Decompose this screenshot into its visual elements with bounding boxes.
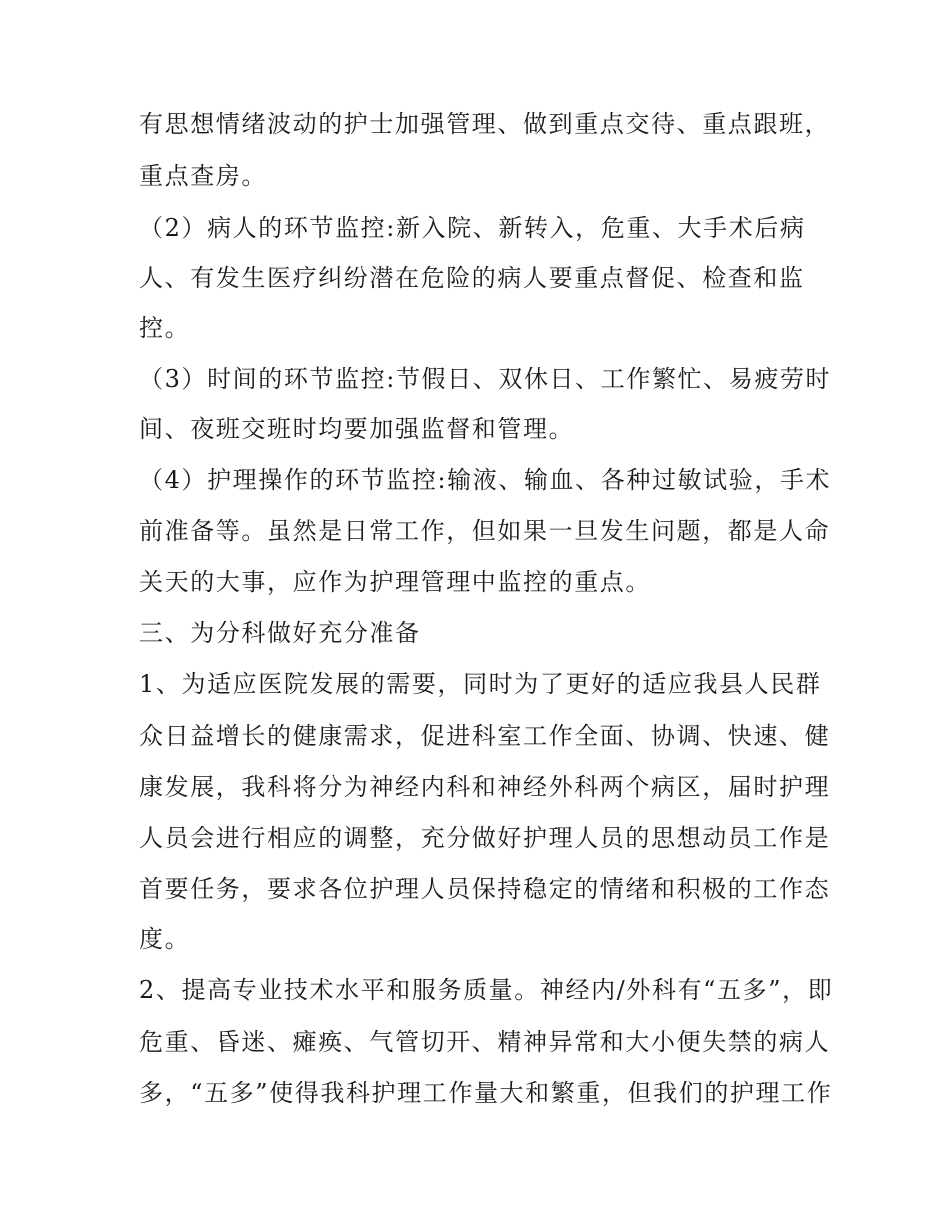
text-line: 人员会进行相应的调整，充分做好护理人员的思想动员工作是 xyxy=(139,824,831,852)
text-line: （4）护理操作的环节监控:输液、输血、各种过敏试验，手术 xyxy=(139,466,832,494)
text-line: 有思想情绪波动的护士加强管理、做到重点交待、重点跟班， xyxy=(139,110,831,138)
text-line: （2）病人的环节监控:新入院、新转入，危重、大手术后病 xyxy=(139,214,806,242)
text-line: 间、夜班交班时均要加强监督和管理。 xyxy=(139,415,575,443)
text-line: 关天的大事，应作为护理管理中监控的重点。 xyxy=(139,568,651,596)
text-line: （3）时间的环节监控:节假日、双休日、工作繁忙、易疲劳时 xyxy=(139,365,832,393)
text-line: 众日益增长的健康需求，促进科室工作全面、协调、快速、健 xyxy=(139,722,831,750)
section-heading: 三、为分科做好充分准备 xyxy=(139,619,421,647)
text-line: 1、为适应医院发展的需要，同时为了更好的适应我县人民群 xyxy=(139,670,822,698)
text-line: 危重、昏迷、瘫痪、气管切开、精神异常和大小便失禁的病人 xyxy=(139,1028,831,1056)
text-line: 首要任务，要求各位护理人员保持稳定的情绪和积极的工作态 xyxy=(139,875,831,903)
text-line: 多，“五多”使得我科护理工作量大和繁重，但我们的护理工作 xyxy=(139,1079,833,1107)
text-line: 人、有发生医疗纠纷潜在危险的病人要重点督促、检查和监 xyxy=(139,264,805,292)
text-line: 2、提高专业技术水平和服务质量。神经内/外科有“五多”，即 xyxy=(139,976,834,1004)
text-line: 前准备等。虽然是日常工作，但如果一旦发生问题，都是人命 xyxy=(139,517,831,545)
text-line: 度。 xyxy=(139,925,191,953)
text-line: 控。 xyxy=(139,314,191,342)
text-line: 重点查房。 xyxy=(139,162,267,190)
text-line: 康发展，我科将分为神经内科和神经外科两个病区，届时护理 xyxy=(139,773,831,801)
